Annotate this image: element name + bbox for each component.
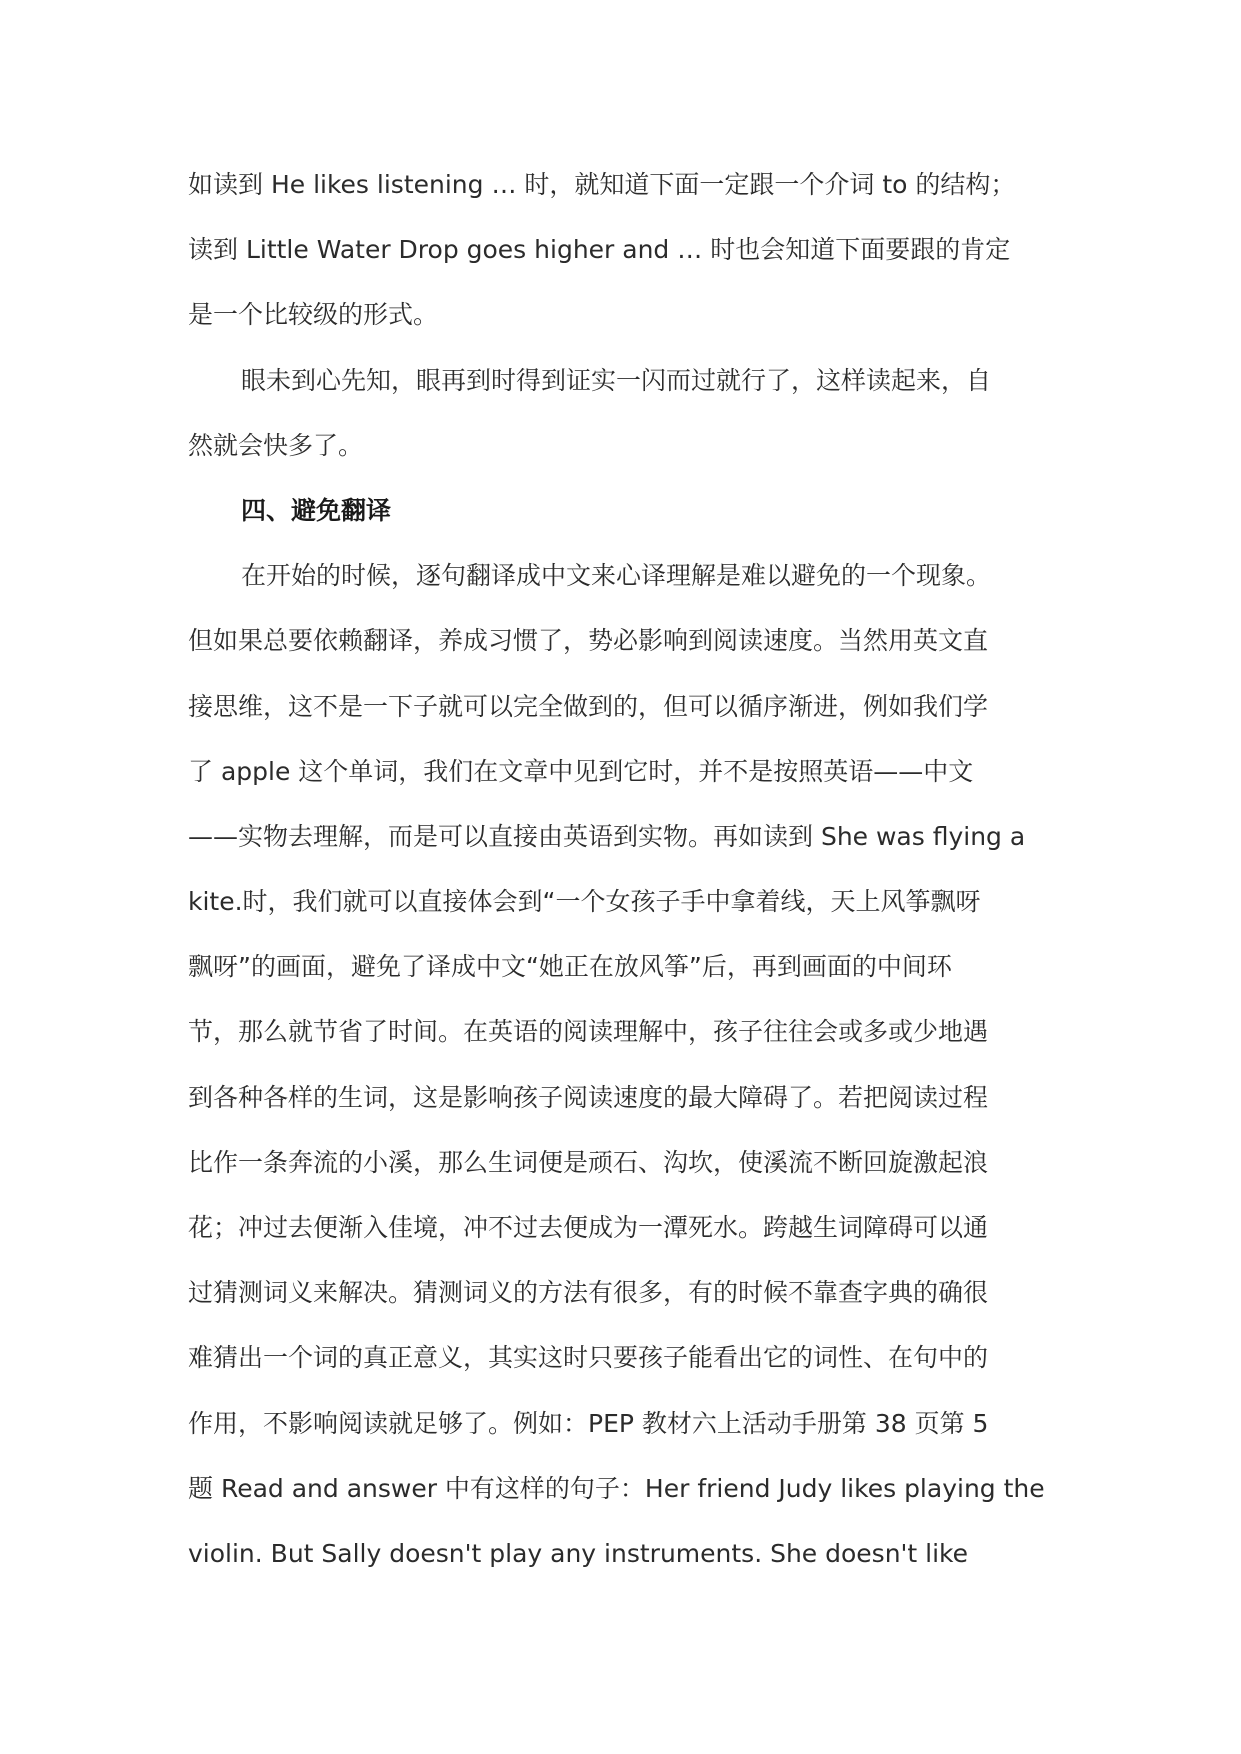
text-line: 题 Read and answer 中有这样的句子：Her friend Judy likes playing the	[188, 1473, 1045, 1503]
text-line: kite.时，我们就可以直接体会到“一个女孩子手中拿着线，天上风筝飘呀	[188, 887, 981, 917]
text-line: 花；冲过去便渐入佳境，冲不过去便成为一潭死水。跨越生词障碍可以通	[188, 1213, 989, 1242]
section-heading: 四、避免翻译	[241, 495, 392, 525]
text-line: 然就会快多了。	[188, 430, 364, 460]
text-line: 在开始的时候，逐句翻译成中文来心译理解是难以避免的一个现象。	[241, 561, 992, 591]
text-line: 但如果总要依赖翻译，养成习惯了，势必影响到阅读速度。当然用英文直	[188, 626, 989, 656]
text-line: 是一个比较级的形式。	[188, 300, 439, 330]
text-line: 飘呀”的画面，避免了译成中文“她正在放风筝”后，再到画面的中间环	[188, 952, 952, 982]
text-line: 比作一条奔流的小溪，那么生词便是顽石、沟坎，使溪流不断回旋激起浪	[188, 1147, 989, 1177]
text-line: 接思维，这不是一下子就可以完全做到的，但可以循序渐进，例如我们学	[188, 691, 989, 721]
text-line: 读到 Little Water Drop goes higher and … 时也会知道下面要跟的肯定	[188, 235, 1011, 265]
text-line: 到各种各样的生词，这是影响孩子阅读速度的最大障碍了。若把阅读过程	[188, 1082, 989, 1112]
text-line: 节，那么就节省了时间。在英语的阅读理解中，孩子往往会或多或少地遇	[188, 1017, 989, 1047]
text-line: 难猜出一个词的真正意义，其实这时只要孩子能看出它的词性、在句中的	[188, 1343, 989, 1373]
body-text	[188, 152, 1068, 1586]
text-line: 过猜测词义来解决。猜测词义的方法有很多，有的时候不靠查字典的确很	[188, 1278, 989, 1308]
text-line: 了 apple 这个单词，我们在文章中见到它时，并不是按照英语——中文	[188, 756, 974, 786]
text-line: violin. But Sally doesn't play any instruments. She doesn't like	[188, 1538, 969, 1568]
text-line: 作用，不影响阅读就足够了。例如：PEP 教材六上活动手册第 38 页第 5	[188, 1408, 989, 1438]
text-line: 眼未到心先知，眼再到时得到证实一闪而过就行了，这样读起来，自	[241, 365, 992, 395]
text-line: 如读到 He likes listening … 时，就知道下面一定跟一个介词 to 的结构；	[188, 170, 1016, 199]
text-line: ——实物去理解，而是可以直接由英语到实物。再如读到 She was flying a	[188, 821, 1026, 851]
